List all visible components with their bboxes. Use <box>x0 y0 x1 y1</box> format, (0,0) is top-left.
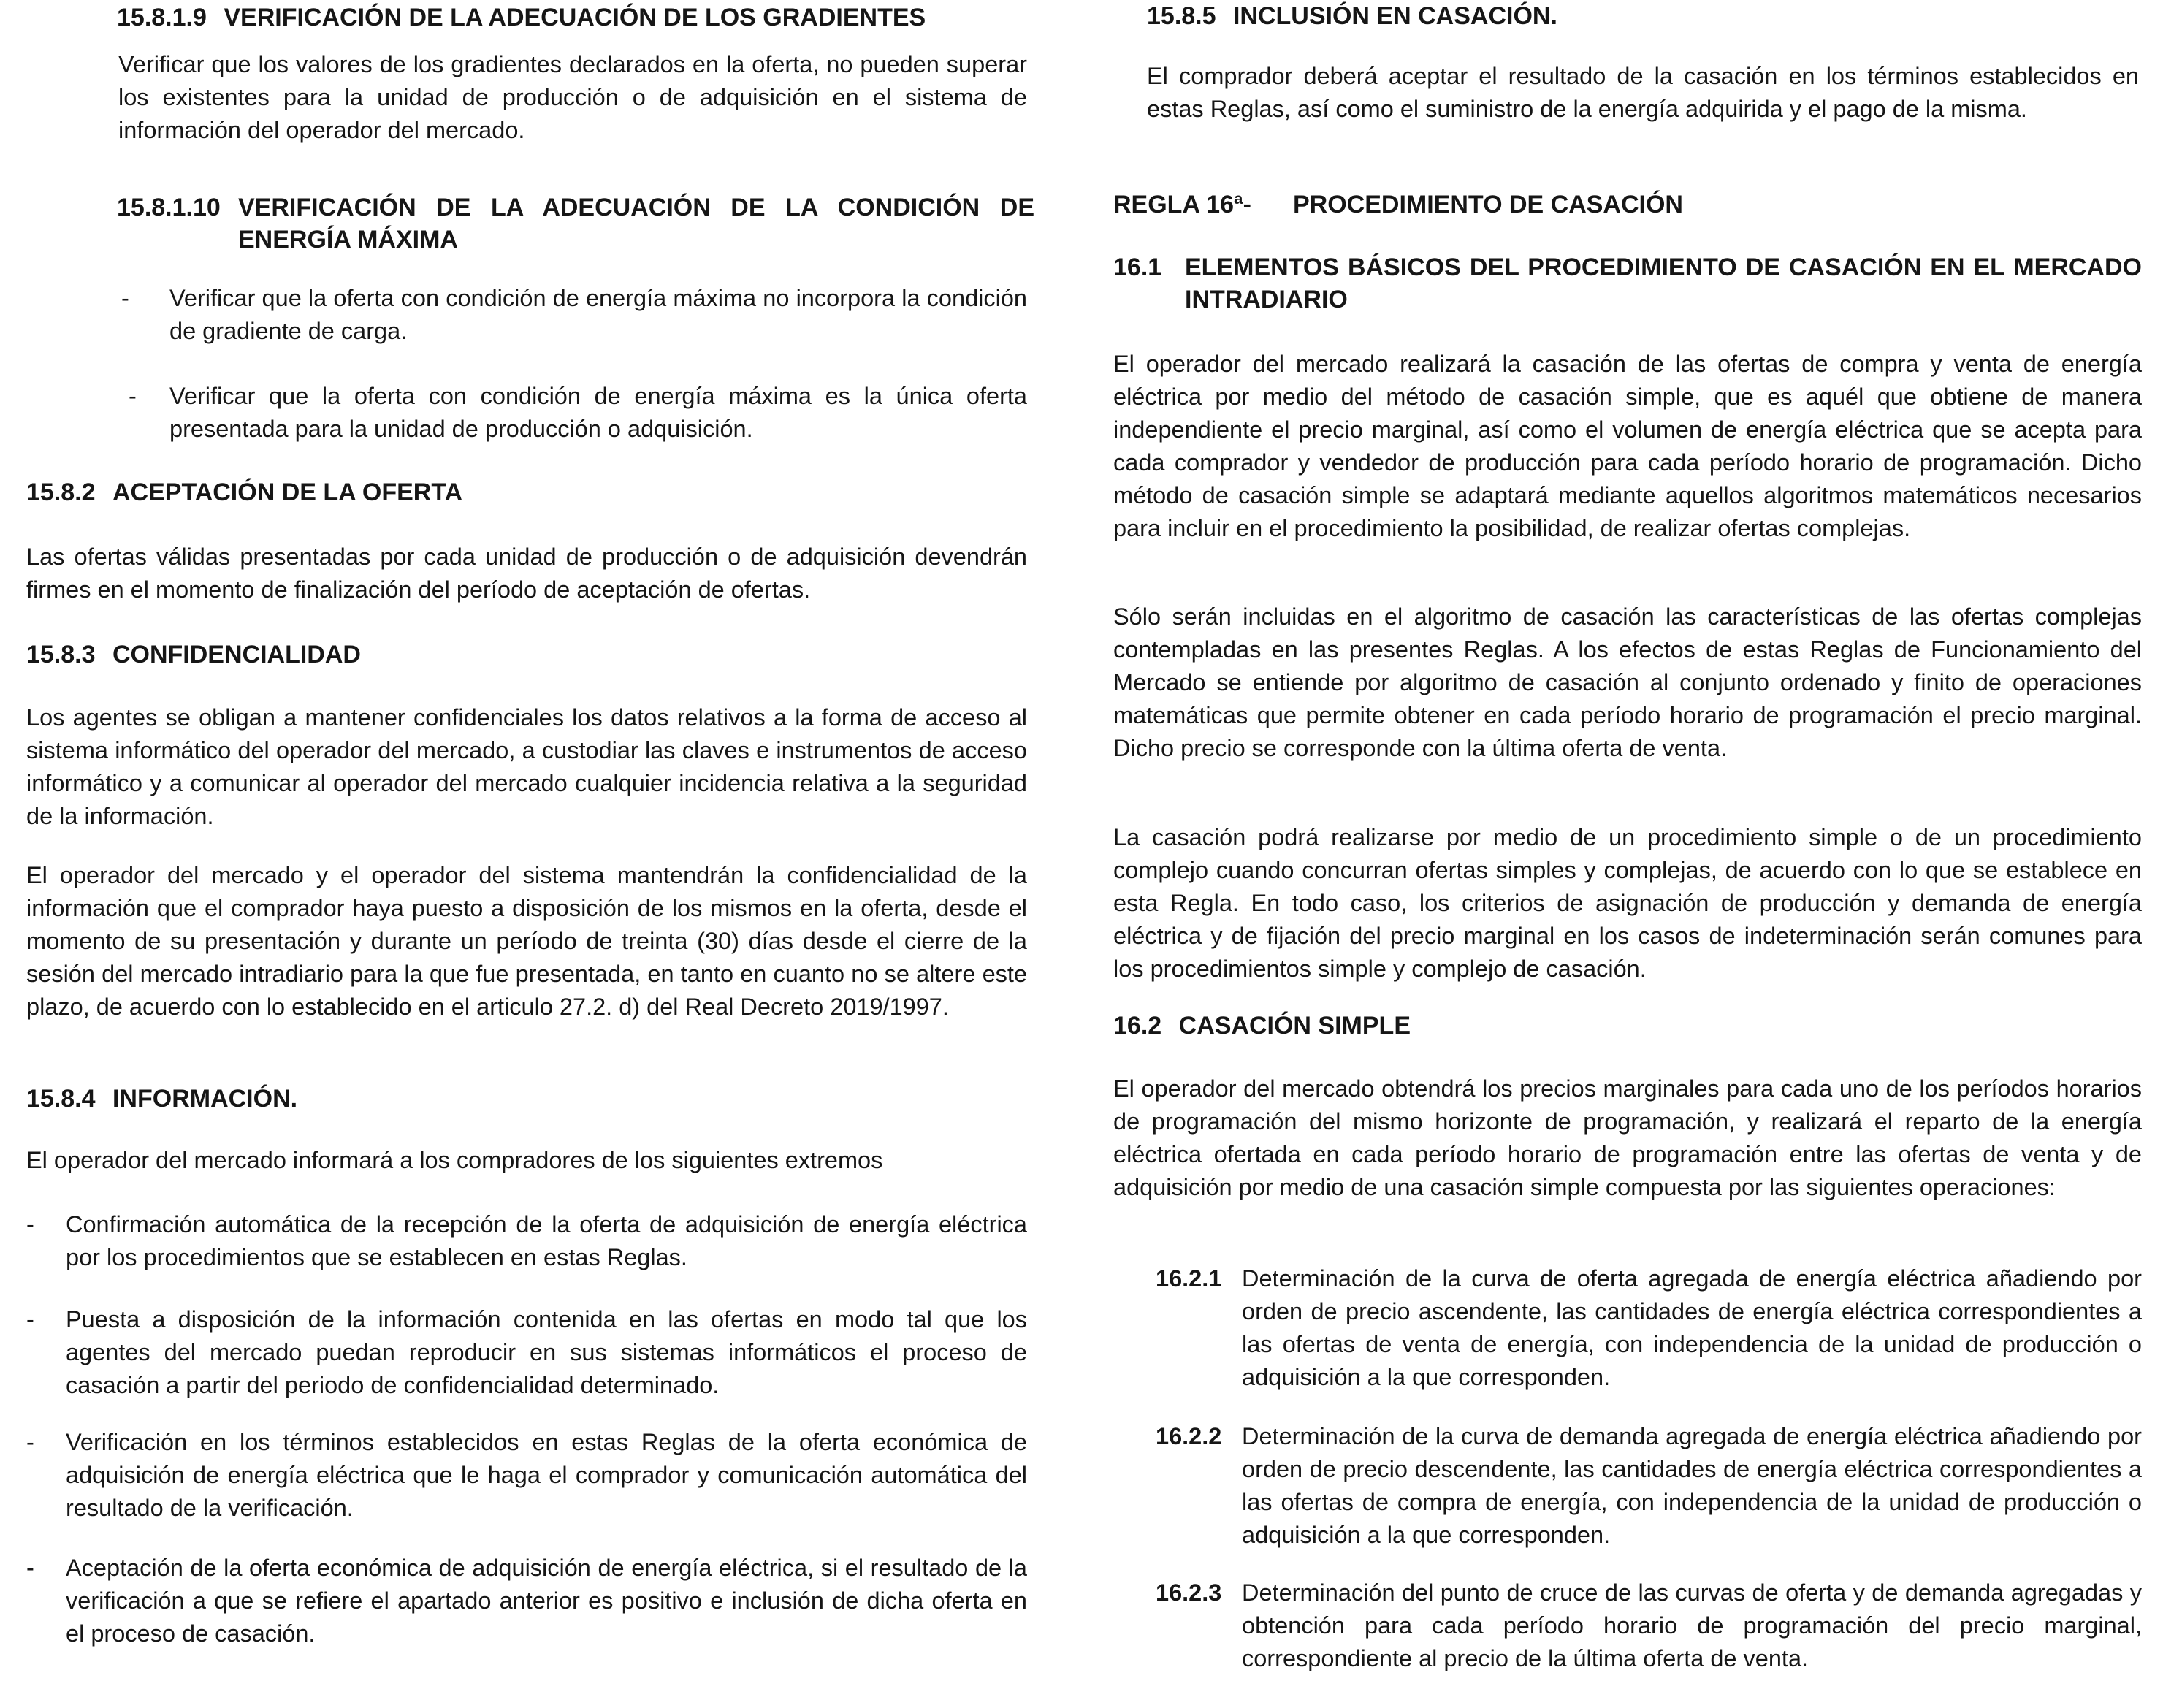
section-title: VERIFICACIÓN DE LA ADECUACIÓN DE LA CONDICIÓN DE ENERGÍA MÁXIMA <box>238 194 1034 253</box>
section-title: INFORMACIÓN. <box>112 1085 298 1113</box>
section-number: 15.8.1.10 <box>117 194 221 221</box>
heading-15-8-5 <box>1147 0 2133 32</box>
section-title: ELEMENTOS BÁSICOS DEL PROCEDIMIENTO DE CASACIÓN EN EL MERCADO INTRADIARIO <box>1185 253 2142 313</box>
bullet-dash: - <box>121 285 129 311</box>
regla-label: REGLA 16ª- <box>1113 191 1251 218</box>
section-number: 16.1 <box>1113 253 1162 281</box>
section-number: 15.8.2 <box>26 479 96 506</box>
heading-15-8-1-9 <box>117 1 1034 34</box>
heading-15-8-1-10 <box>117 191 1034 256</box>
bullet-dash: - <box>26 1555 34 1581</box>
subsection-number: 16.2.2 <box>1156 1423 1222 1449</box>
bullet-dash: - <box>129 383 137 409</box>
list-item: - Aceptación de la oferta económica de adquisición de energía eléctrica, si el resultado de la verificación a que se refiere el apartado anterior es positivo e inclusión de dicha oferta en el proceso de casación. <box>26 1552 1027 1650</box>
section-title: INCLUSIÓN EN CASACIÓN. <box>1232 2 1557 30</box>
section-title: CONFIDENCIALIDAD <box>112 641 361 668</box>
paragraph-elementos-1: El operador del mercado realizará la casación de las ofertas de compra y venta de energía eléctrica por medio del método de casación simple, que es aquél que obtiene de manera independiente el precio marginal, así como el volumen de energía eléctrica que se acepta para cada comprador y vendedor de producción para cada período horario de programación. Dicho método de casación simple se adaptará mediante aquellos algoritmos matemáticos necesarios para incluir en el procedimiento la posibilidad, de realizar ofertas complejas. <box>1113 351 2142 541</box>
paragraph-elementos-2: Sólo serán incluidas en el algoritmo de casación las características de las ofertas complejas contempladas en las presentes Reglas. A los efectos de estas Reglas de Funcionamiento del Mercado se entiende por algoritmo de casación al conjunto ordenado y finito de operaciones matemáticas que permite obtener en cada período horario de programación el precio marginal. Dicho precio se corresponde con la última oferta de venta. <box>1113 603 2142 761</box>
subsection-number: 16.2.1 <box>1156 1265 1222 1292</box>
paragraph-confidencialidad-1: Los agentes se obligan a mantener confidenciales los datos relativos a la forma de acceso al sistema informático del operador del mercado, a custodiar las claves e instrumentos de acceso informático y a comunicar al operador del mercado cualquier incidencia relativa a la seguridad de la información. <box>26 704 1027 829</box>
paragraph-casacion-simple: El operador del mercado obtendrá los precios marginales para cada uno de los períodos horarios de programación del mismo horizonte de programación, y realizará el reparto de la energía eléctrica ofertada en cada período horario de programación entre las ofertas de venta y de adquisición por medio de una casación simple compuesta por las siguientes operaciones: <box>1113 1075 2142 1200</box>
list-item: - Confirmación automática de la recepción de la oferta de adquisición de energía eléctrica por los procedimientos que se establecen en estas Reglas. <box>26 1208 1027 1274</box>
paragraph-aceptacion: Las ofertas válidas presentadas por cada unidad de producción o de adquisición devendrán firmes en el momento de finalización del período de aceptación de ofertas. <box>26 544 1027 603</box>
subsection-16-2-2: 16.2.2 Determinación de la curva de demanda agregada de energía eléctrica añadiendo por orden de precio descendente, las cantidades de energía eléctrica correspondientes a las ofertas de compra de energía, con independencia de la unidad de producción o adquisición a la que corresponden. <box>1156 1420 2142 1552</box>
bullet-dash: - <box>26 1429 34 1455</box>
heading-16-2 <box>1113 1010 2136 1042</box>
list-item: - Puesta a disposición de la información contenida en las ofertas en modo tal que los agentes del mercado puedan reproducir en sus sistemas informáticos el proceso de casación a partir del periodo de confidencialidad determinado. <box>26 1303 1027 1402</box>
list-item: - Verificación en los términos establecidos en estas Reglas de la oferta económica de adquisición de energía eléctrica que le haga el comprador y comunicación automática del resultado de la verificación. <box>26 1426 1027 1525</box>
bullet-dash: - <box>26 1306 34 1333</box>
heading-15-8-2 <box>26 476 1027 508</box>
regla-title: PROCEDIMIENTO DE CASACIÓN <box>1293 191 1683 218</box>
section-title: CASACIÓN SIMPLE <box>1178 1012 1411 1040</box>
section-number: 15.8.1.9 <box>117 4 207 31</box>
section-number: 16.2 <box>1113 1012 1162 1040</box>
section-number: 15.8.3 <box>26 641 96 668</box>
paragraph-gradientes: Verificar que los valores de los gradientes declarados en la oferta, no pueden superar los existentes para la unidad de producción o de adquisición en el sistema de información del operador del mercado. <box>118 51 1027 143</box>
heading-16-1 <box>1113 251 2142 316</box>
list-item: - Verificar que la oferta con condición de energía máxima es la única oferta presentada para la unidad de producción o adquisición. <box>129 380 1027 446</box>
paragraph-elementos-3: La casación podrá realizarse por medio de un procedimiento simple o de un procedimiento complejo cuando concurran ofertas simples y complejas, de acuerdo con lo que se establece en esta Regla. En todo caso, los criterios de asignación de producción y demanda de energía eléctrica y de fijación del precio marginal en los casos de indeterminación serán comunes para los procedimientos simple y complejo de casación. <box>1113 824 2142 982</box>
subsection-16-2-1: 16.2.1 Determinación de la curva de oferta agregada de energía eléctrica añadiendo por orden de precio ascendente, las cantidades de energía eléctrica correspondientes a las ofertas de venta de energía, con independencia de la unidad de producción o adquisición a la que corresponden. <box>1156 1262 2142 1394</box>
heading-15-8-4 <box>26 1083 1027 1115</box>
paragraph-confidencialidad-2: El operador del mercado y el operador del sistema mantendrán la confidencialidad de la información que el comprador haya puesto a disposición de los mismos en la oferta, desde el momento de su presentación y durante un período de treinta (30) días desde el cierre de la sesión del mercado intradiario para la que fue presentada, en tanto en cuanto no se altere este plazo, de acuerdo con lo establecido en el articulo 27.2. d) del Real Decreto 2019/1997. <box>26 862 1027 1020</box>
list-item: - Verificar que la oferta con condición de energía máxima no incorpora la condición de gradiente de carga. <box>121 282 1027 348</box>
section-number: 15.8.5 <box>1147 2 1216 30</box>
subsection-16-2-3: 16.2.3 Determinación del punto de cruce de las curvas de oferta y de demanda agregadas y obtención para cada período horario de programación del precio marginal, correspondiente al precio de la última oferta de venta. <box>1156 1577 2142 1675</box>
section-title: ACEPTACIÓN DE LA OFERTA <box>112 479 463 506</box>
heading-15-8-3 <box>26 638 1027 671</box>
bullet-dash: - <box>26 1211 34 1238</box>
heading-regla-16 <box>1113 188 2136 221</box>
section-title: VERIFICACIÓN DE LA ADECUACIÓN DE LOS GRADIENTES <box>224 4 926 31</box>
paragraph-informacion-intro: El operador del mercado informará a los compradores de los siguientes extremos <box>26 1147 883 1173</box>
paragraph-inclusion: El comprador deberá aceptar el resultado de la casación en los términos establecidos en estas Reglas, así como el suministro de la energía adquirida y el pago de la misma. <box>1147 63 2139 122</box>
subsection-number: 16.2.3 <box>1156 1579 1222 1606</box>
section-number: 15.8.4 <box>26 1085 96 1113</box>
